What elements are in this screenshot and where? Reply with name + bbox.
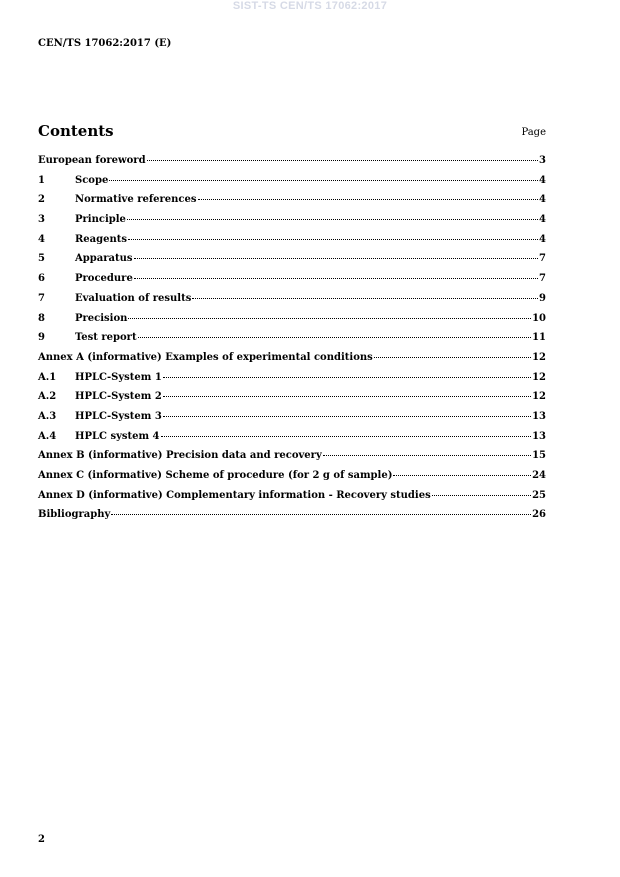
- toc-entry-number: 6: [38, 273, 45, 285]
- toc-entry-title: HPLC-System 2: [75, 391, 162, 403]
- table-of-contents: [38, 155, 546, 529]
- toc-entry-title: HPLC system 4: [75, 430, 160, 442]
- toc-entry-page: 4: [539, 194, 546, 206]
- toc-dot-leader: [111, 514, 531, 515]
- toc-entry-page: 15: [532, 450, 546, 462]
- toc-entry-annex-b[interactable]: [38, 450, 546, 470]
- contents-header: [38, 122, 546, 144]
- toc-entry-procedure[interactable]: [38, 273, 546, 293]
- toc-entry-title: HPLC-System 1: [75, 371, 162, 383]
- toc-entry-principle[interactable]: [38, 214, 546, 234]
- toc-entry-title: Precision: [75, 312, 128, 324]
- toc-entry-title: Test report: [75, 332, 137, 344]
- toc-entry-page: 13: [532, 410, 546, 422]
- toc-entry-page: 4: [539, 174, 546, 186]
- contents-title: Contents: [38, 122, 114, 140]
- toc-entry-title: European foreword: [38, 155, 146, 166]
- toc-entry-precision[interactable]: [38, 313, 546, 333]
- toc-entry-title: HPLC-System 3: [75, 410, 162, 422]
- toc-entry-evaluation-of-results[interactable]: [38, 293, 546, 313]
- toc-entry-annex-d[interactable]: [38, 490, 546, 510]
- toc-entry-reagents[interactable]: [38, 234, 546, 254]
- toc-entry-number: 7: [38, 292, 45, 304]
- toc-entry-european-foreword[interactable]: [38, 155, 546, 175]
- toc-entry-number: 5: [38, 253, 45, 265]
- toc-entry-title: Bibliography: [38, 509, 111, 521]
- toc-entry-page: 26: [532, 509, 546, 521]
- toc-dot-leader: [374, 357, 531, 358]
- toc-dot-leader: [163, 396, 531, 397]
- toc-entry-test-report[interactable]: [38, 332, 546, 352]
- toc-entry-hplc-system-1[interactable]: [38, 372, 546, 392]
- toc-entry-apparatus[interactable]: [38, 253, 546, 273]
- toc-entry-title: Annex A (informative) Examples of experimental conditions: [38, 351, 373, 363]
- toc-entry-title: Evaluation of results: [75, 292, 192, 304]
- toc-entry-page: 25: [532, 489, 546, 501]
- toc-entry-number: 3: [38, 214, 45, 226]
- toc-entry-title: Principle: [75, 214, 126, 226]
- toc-entry-page: 4: [539, 233, 546, 245]
- toc-dot-leader: [138, 337, 532, 338]
- toc-entry-number: A.4: [38, 430, 57, 442]
- toc-entry-title: Scope: [75, 174, 109, 186]
- toc-entry-annex-c[interactable]: [38, 470, 546, 490]
- toc-entry-number: A.3: [38, 410, 57, 422]
- toc-entry-number: 9: [38, 332, 45, 344]
- toc-entry-title: Normative references: [75, 194, 197, 206]
- toc-entry-page: 24: [532, 470, 546, 481]
- toc-entry-page: 13: [532, 430, 546, 442]
- toc-entry-page: 7: [539, 253, 546, 265]
- toc-entry-page: 4: [539, 214, 546, 226]
- toc-entry-hplc-system-4[interactable]: [38, 431, 546, 451]
- toc-entry-page: 12: [532, 391, 546, 403]
- toc-entry-hplc-system-3[interactable]: [38, 411, 546, 431]
- toc-entry-number: A.1: [38, 371, 57, 383]
- toc-dot-leader: [323, 455, 531, 456]
- toc-entry-title: Annex D (informative) Complementary information - Recovery studies: [38, 489, 431, 501]
- toc-entry-number: 4: [38, 233, 45, 245]
- toc-dot-leader: [128, 239, 538, 240]
- toc-entry-page: 3: [539, 155, 546, 166]
- toc-entry-title: Annex C (informative) Scheme of procedure (for 2 g of sample): [38, 470, 393, 481]
- document-identifier: CEN/TS 17062:2017 (E): [38, 38, 172, 49]
- toc-entry-title: Reagents: [75, 233, 128, 245]
- toc-dot-leader: [198, 199, 539, 200]
- toc-entry-number: 2: [38, 194, 45, 206]
- toc-dot-leader: [161, 436, 532, 437]
- toc-dot-leader: [163, 377, 531, 378]
- toc-entry-number: 1: [38, 174, 45, 186]
- toc-entry-page: 12: [532, 351, 546, 363]
- toc-dot-leader: [109, 180, 538, 181]
- watermark: SIST-TS CEN/TS 17062:2017: [232, 0, 388, 12]
- toc-entry-page: 11: [532, 332, 546, 344]
- toc-entry-page: 9: [539, 292, 546, 304]
- toc-entry-hplc-system-2[interactable]: [38, 391, 546, 411]
- toc-entry-scope[interactable]: [38, 175, 546, 195]
- toc-entry-page: 7: [539, 273, 546, 285]
- toc-dot-leader: [134, 278, 538, 279]
- toc-dot-leader: [192, 298, 538, 299]
- toc-dot-leader: [432, 495, 531, 496]
- toc-entry-title: Procedure: [75, 273, 133, 285]
- page-number: 2: [38, 834, 45, 845]
- toc-dot-leader: [393, 475, 531, 476]
- toc-dot-leader: [128, 318, 531, 319]
- toc-entry-number: 8: [38, 312, 45, 324]
- toc-entry-bibliography[interactable]: [38, 509, 546, 529]
- toc-dot-leader: [134, 258, 539, 259]
- toc-entry-number: A.2: [38, 391, 57, 403]
- toc-entry-page: 10: [532, 312, 546, 324]
- toc-entry-page: 12: [532, 371, 546, 383]
- toc-entry-title: Annex B (informative) Precision data and recovery: [38, 450, 322, 462]
- toc-dot-leader: [127, 219, 538, 220]
- toc-entry-title: Apparatus: [75, 253, 133, 265]
- toc-dot-leader: [147, 160, 538, 161]
- toc-entry-annex-a[interactable]: [38, 352, 546, 372]
- toc-dot-leader: [163, 416, 531, 417]
- page-column-label: Page: [521, 127, 546, 138]
- toc-entry-normative-references[interactable]: [38, 194, 546, 214]
